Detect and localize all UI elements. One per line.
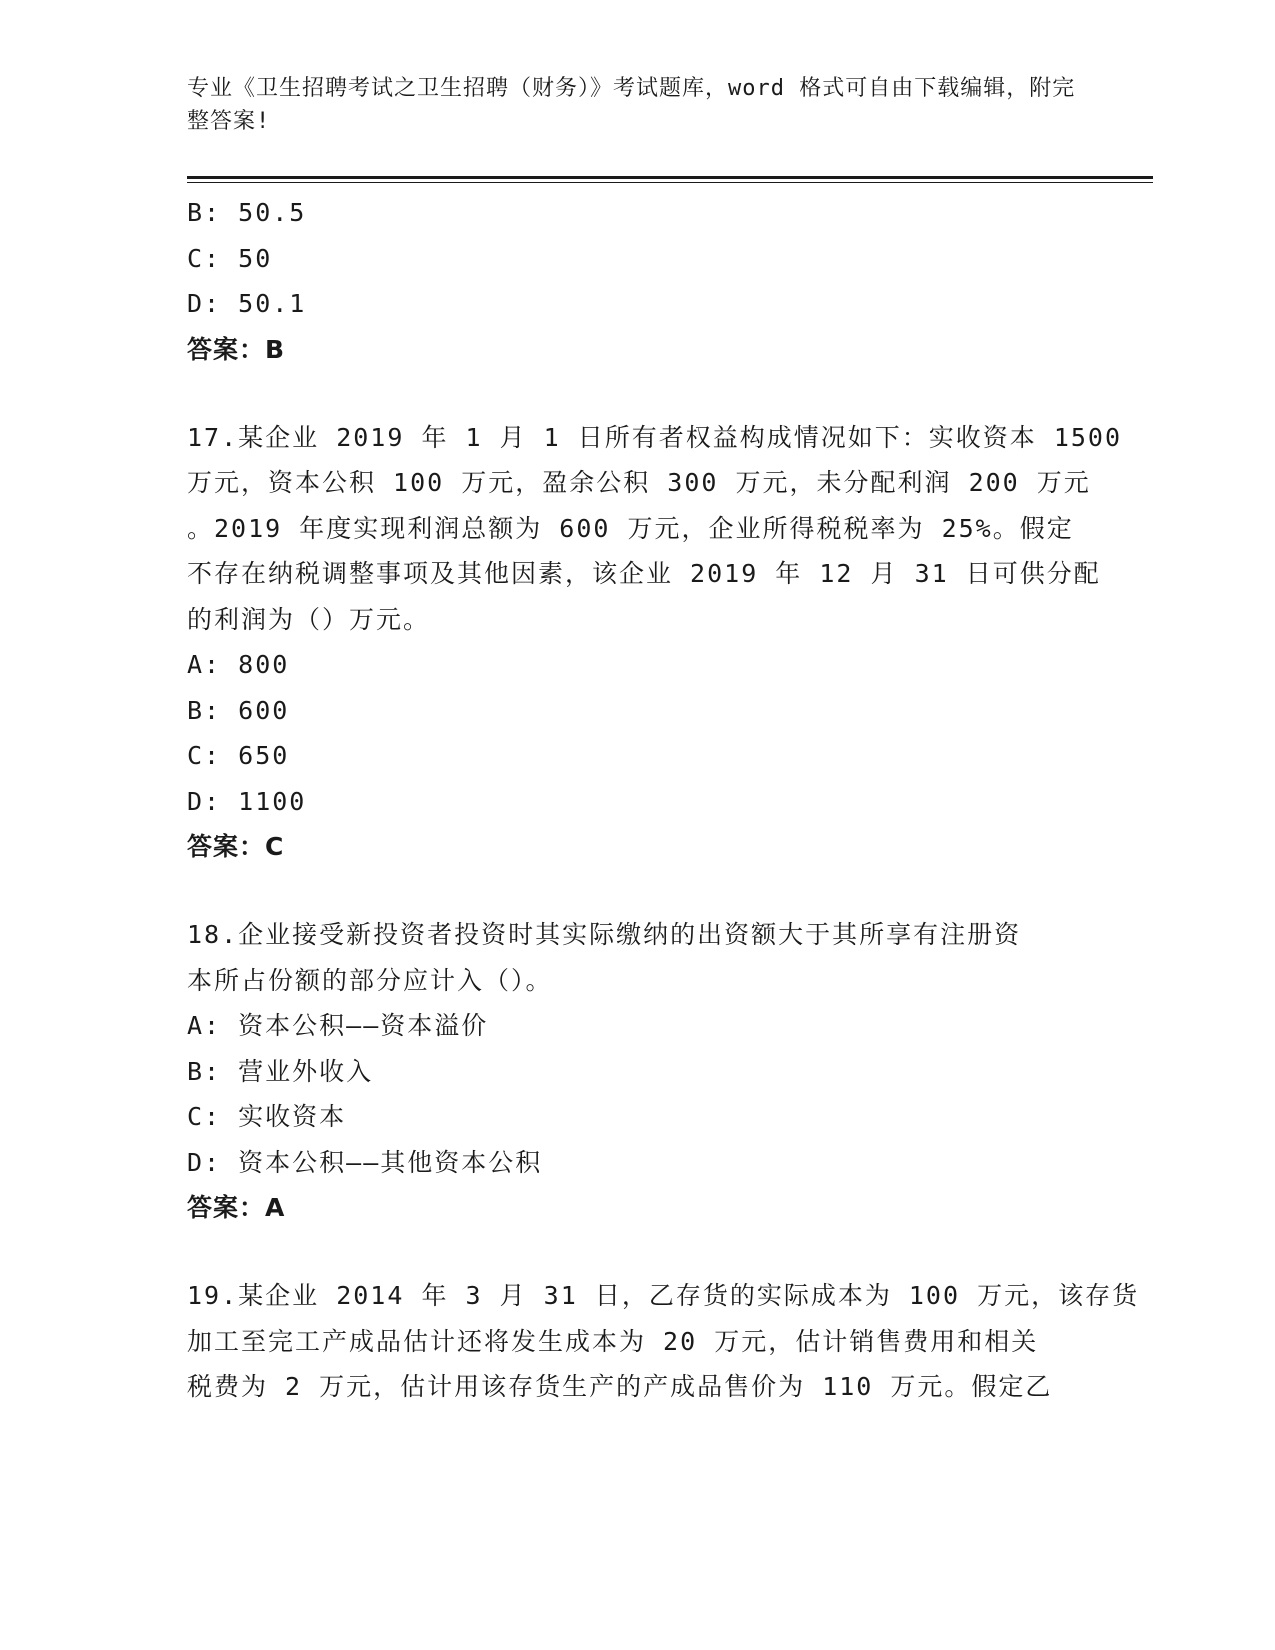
answer-line: 答案：A (187, 1193, 286, 1222)
question-18 (187, 912, 1077, 1231)
option-b: B: 营业外收入 (187, 1056, 374, 1086)
option-b: B: 50.5 (187, 198, 307, 227)
answer-line: 答案：B (187, 334, 286, 364)
answer-line: 答案：C (187, 832, 285, 861)
spacer (187, 373, 1077, 415)
option-c: C: 50 (187, 243, 273, 273)
question-stem-line: 的利润为（）万元。 (187, 604, 431, 634)
option-d: D: 50.1 (187, 289, 307, 318)
question-stem-line: 万元，资本公积 100 万元，盈余公积 300 万元，未分配利润 200 万元 (187, 468, 1091, 497)
document-body (187, 190, 1140, 1410)
question-17 (187, 415, 1123, 871)
header-text: 专业《卫生招聘考试之卫生招聘（财务）》考试题库，word 格式可自由下载编辑，附完整答案! (187, 76, 1076, 134)
question-stem-line: 19.某企业 2014 年 3 月 31 日，乙存货的实际成本为 100 万元，该存货 (187, 1281, 1140, 1310)
option-c: C: 650 (187, 741, 290, 770)
question-stem-line: 17.某企业 2019 年 1 月 1 日所有者权益构成情况如下：实收资本 1500 (187, 422, 1123, 452)
option-a: A: 800 (187, 650, 290, 679)
option-d: D: 1100 (187, 786, 307, 816)
option-b: B: 600 (187, 695, 290, 725)
header-rule-thin (187, 182, 1153, 183)
option-c: C: 实收资本 (187, 1102, 347, 1131)
question-stem-line: 。2019 年度实现利润总额为 600 万元，企业所得税税率为 25%。假定 (187, 513, 1074, 543)
spacer (187, 870, 1077, 912)
prev-question-block (187, 190, 1077, 373)
header-rule-thick (187, 176, 1153, 179)
question-19 (187, 1273, 1140, 1410)
question-stem-line: 加工至完工产成品估计还将发生成本为 20 万元，估计销售费用和相关 (187, 1326, 1039, 1356)
option-a: A: 资本公积——资本溢价 (187, 1011, 489, 1040)
document-header (187, 72, 1087, 138)
question-stem-line: 本所占份额的部分应计入（）。 (187, 965, 553, 995)
option-d: D: 资本公积——其他资本公积 (187, 1147, 543, 1177)
question-stem-line: 不存在纳税调整事项及其他因素，该企业 2019 年 12 月 31 日可供分配 (187, 559, 1101, 588)
question-stem-line: 税费为 2 万元，估计用该存货生产的产成品售价为 110 万元。假定乙 (187, 1372, 1053, 1401)
spacer (187, 1231, 1077, 1273)
question-stem-line: 18.企业接受新投资者投资时其实际缴纳的出资额大于其所享有注册资 (187, 920, 1022, 949)
